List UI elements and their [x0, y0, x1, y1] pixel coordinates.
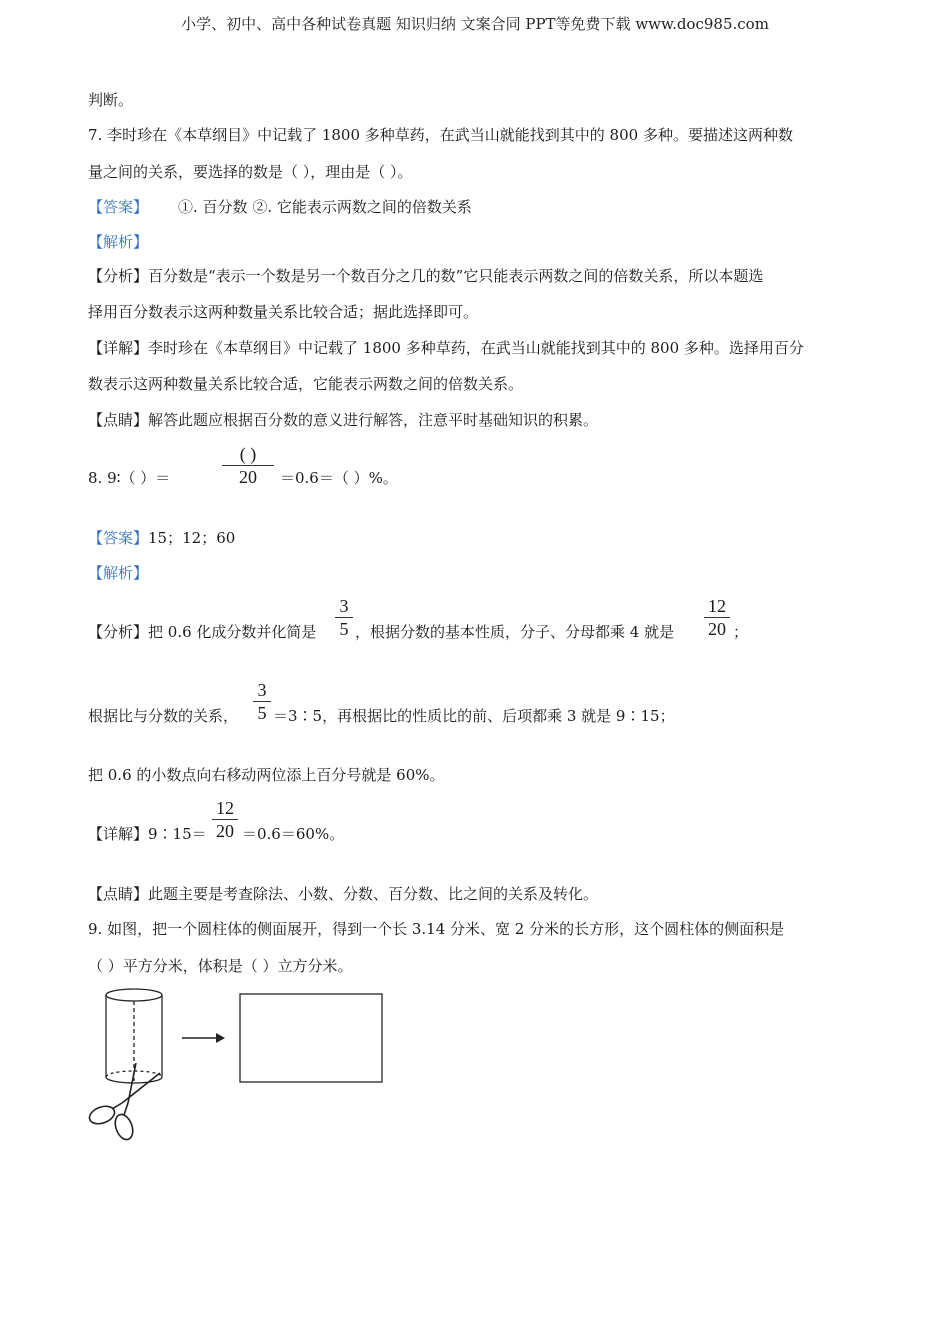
- unfolded-rectangle: [240, 994, 382, 1082]
- q8-line3: 把 0.6 的小数点向右移动两位添上百分号就是 60%。: [88, 766, 445, 784]
- q8-fraction-3-5: [335, 596, 353, 639]
- q8-fraction-3-5-b: [253, 680, 271, 723]
- fraction-bar: [212, 819, 238, 820]
- cylinder-icon: [106, 989, 162, 1083]
- fraction-numerator: 12: [708, 596, 726, 616]
- scissors-icon: [87, 1063, 160, 1142]
- q8-line2-a: 根据比与分数的关系，: [88, 707, 239, 725]
- fraction-numerator: ( ): [239, 444, 257, 464]
- fraction-numerator: 3: [257, 680, 267, 700]
- answer-tag: 【答案】: [88, 198, 149, 216]
- q7-answer: [88, 197, 472, 217]
- q8-dianjing: 【点睛】此题主要是考查除法、小数、分数、百分数、比之间的关系及转化。: [88, 885, 599, 903]
- q7-answer-text: ①. 百分数 ②. 它能表示两数之间的倍数关系: [178, 198, 472, 216]
- fraction-denominator: 20: [216, 821, 234, 841]
- q8-xiangjie-b: ＝0.6＝60%。: [242, 825, 345, 843]
- q7-xiangjie-line2: 数表示这两种数量关系比较合适，它能表示两数之间的倍数关系。: [88, 375, 524, 393]
- q8-xiangjie-a: 【详解】9∶15＝: [88, 825, 207, 843]
- q8-answer: [88, 528, 235, 548]
- q8-stem-right: ＝0.6＝（ ）%。: [280, 469, 398, 487]
- q8-stem-left: 8. 9∶（ ）＝: [88, 469, 171, 487]
- q9-figure: [80, 985, 400, 1150]
- fraction-bar: [222, 465, 274, 466]
- q8-fenxi-c: ；: [733, 623, 749, 641]
- fraction-denominator: 5: [339, 619, 349, 639]
- q7-fenxi-line2: 择用百分数表示这两种数量关系比较合适；据此选择即可。: [88, 303, 479, 321]
- page-header: 小学、初中、高中各种试卷真题 知识归纳 文案合同 PPT等免费下载 www.doc985.com: [181, 15, 769, 33]
- q7-xiangjie-line1: 【详解】李时珍在《本草纲目》中记载了 1800 多种草药，在武当山就能找到其中的 800 多种。选择用百分: [88, 339, 804, 357]
- q8-answer-text: 15；12；60: [148, 529, 236, 547]
- fraction-bar: [704, 617, 730, 618]
- fraction-denominator: 20: [708, 619, 726, 639]
- q8-stem-fraction: [222, 444, 274, 487]
- q8-line2-b: ＝3∶5，再根据比的性质比的前、后项都乘 3 就是 9∶15；: [273, 707, 675, 725]
- q7-jiexi-tag: 【解析】: [88, 233, 149, 251]
- q7-dianjing: 【点睛】解答此题应根据百分数的意义进行解答，注意平时基础知识的积累。: [88, 411, 599, 429]
- q9-stem-line1: 9. 如图，把一个圆柱体的侧面展开，得到一个长 3.14 分米、宽 2 分米的长方形，这个圆柱体的侧面积是: [88, 920, 785, 938]
- q7-stem-line1: 7. 李时珍在《本草纲目》中记载了 1800 多种草药，在武当山就能找到其中的 800 多种。要描述这两种数: [88, 126, 793, 144]
- fraction-numerator: 3: [339, 596, 349, 616]
- fraction-numerator: 12: [216, 798, 234, 818]
- answer-tag: 【答案】: [88, 529, 149, 547]
- q7-fenxi-line1: 【分析】百分数是“表示一个数是另一个数百分之几的数”它只能表示两数之间的倍数关系，所以本题选: [88, 267, 764, 285]
- fraction-bar: [335, 617, 353, 618]
- q7-stem-line2: 量之间的关系，要选择的数是（ ），理由是（ ）。: [88, 163, 413, 181]
- q8-fenxi-a: 【分析】把 0.6 化成分数并化简是: [88, 623, 317, 641]
- arrow-right-icon: [182, 1033, 225, 1043]
- q9-stem-line2: （ ）平方分米，体积是（ ）立方分米。: [88, 957, 353, 975]
- q8-fraction-12-20: [704, 596, 730, 639]
- fraction-bar: [253, 701, 271, 702]
- fraction-denominator: 20: [239, 467, 257, 487]
- q8-jiexi-tag: 【解析】: [88, 564, 149, 582]
- q6-tail: 判断。: [88, 91, 134, 109]
- fraction-denominator: 5: [257, 703, 267, 723]
- q8-fenxi-b: ，根据分数的基本性质，分子、分母都乘 4 就是: [355, 623, 675, 641]
- q8-fraction-12-20-b: [212, 798, 238, 841]
